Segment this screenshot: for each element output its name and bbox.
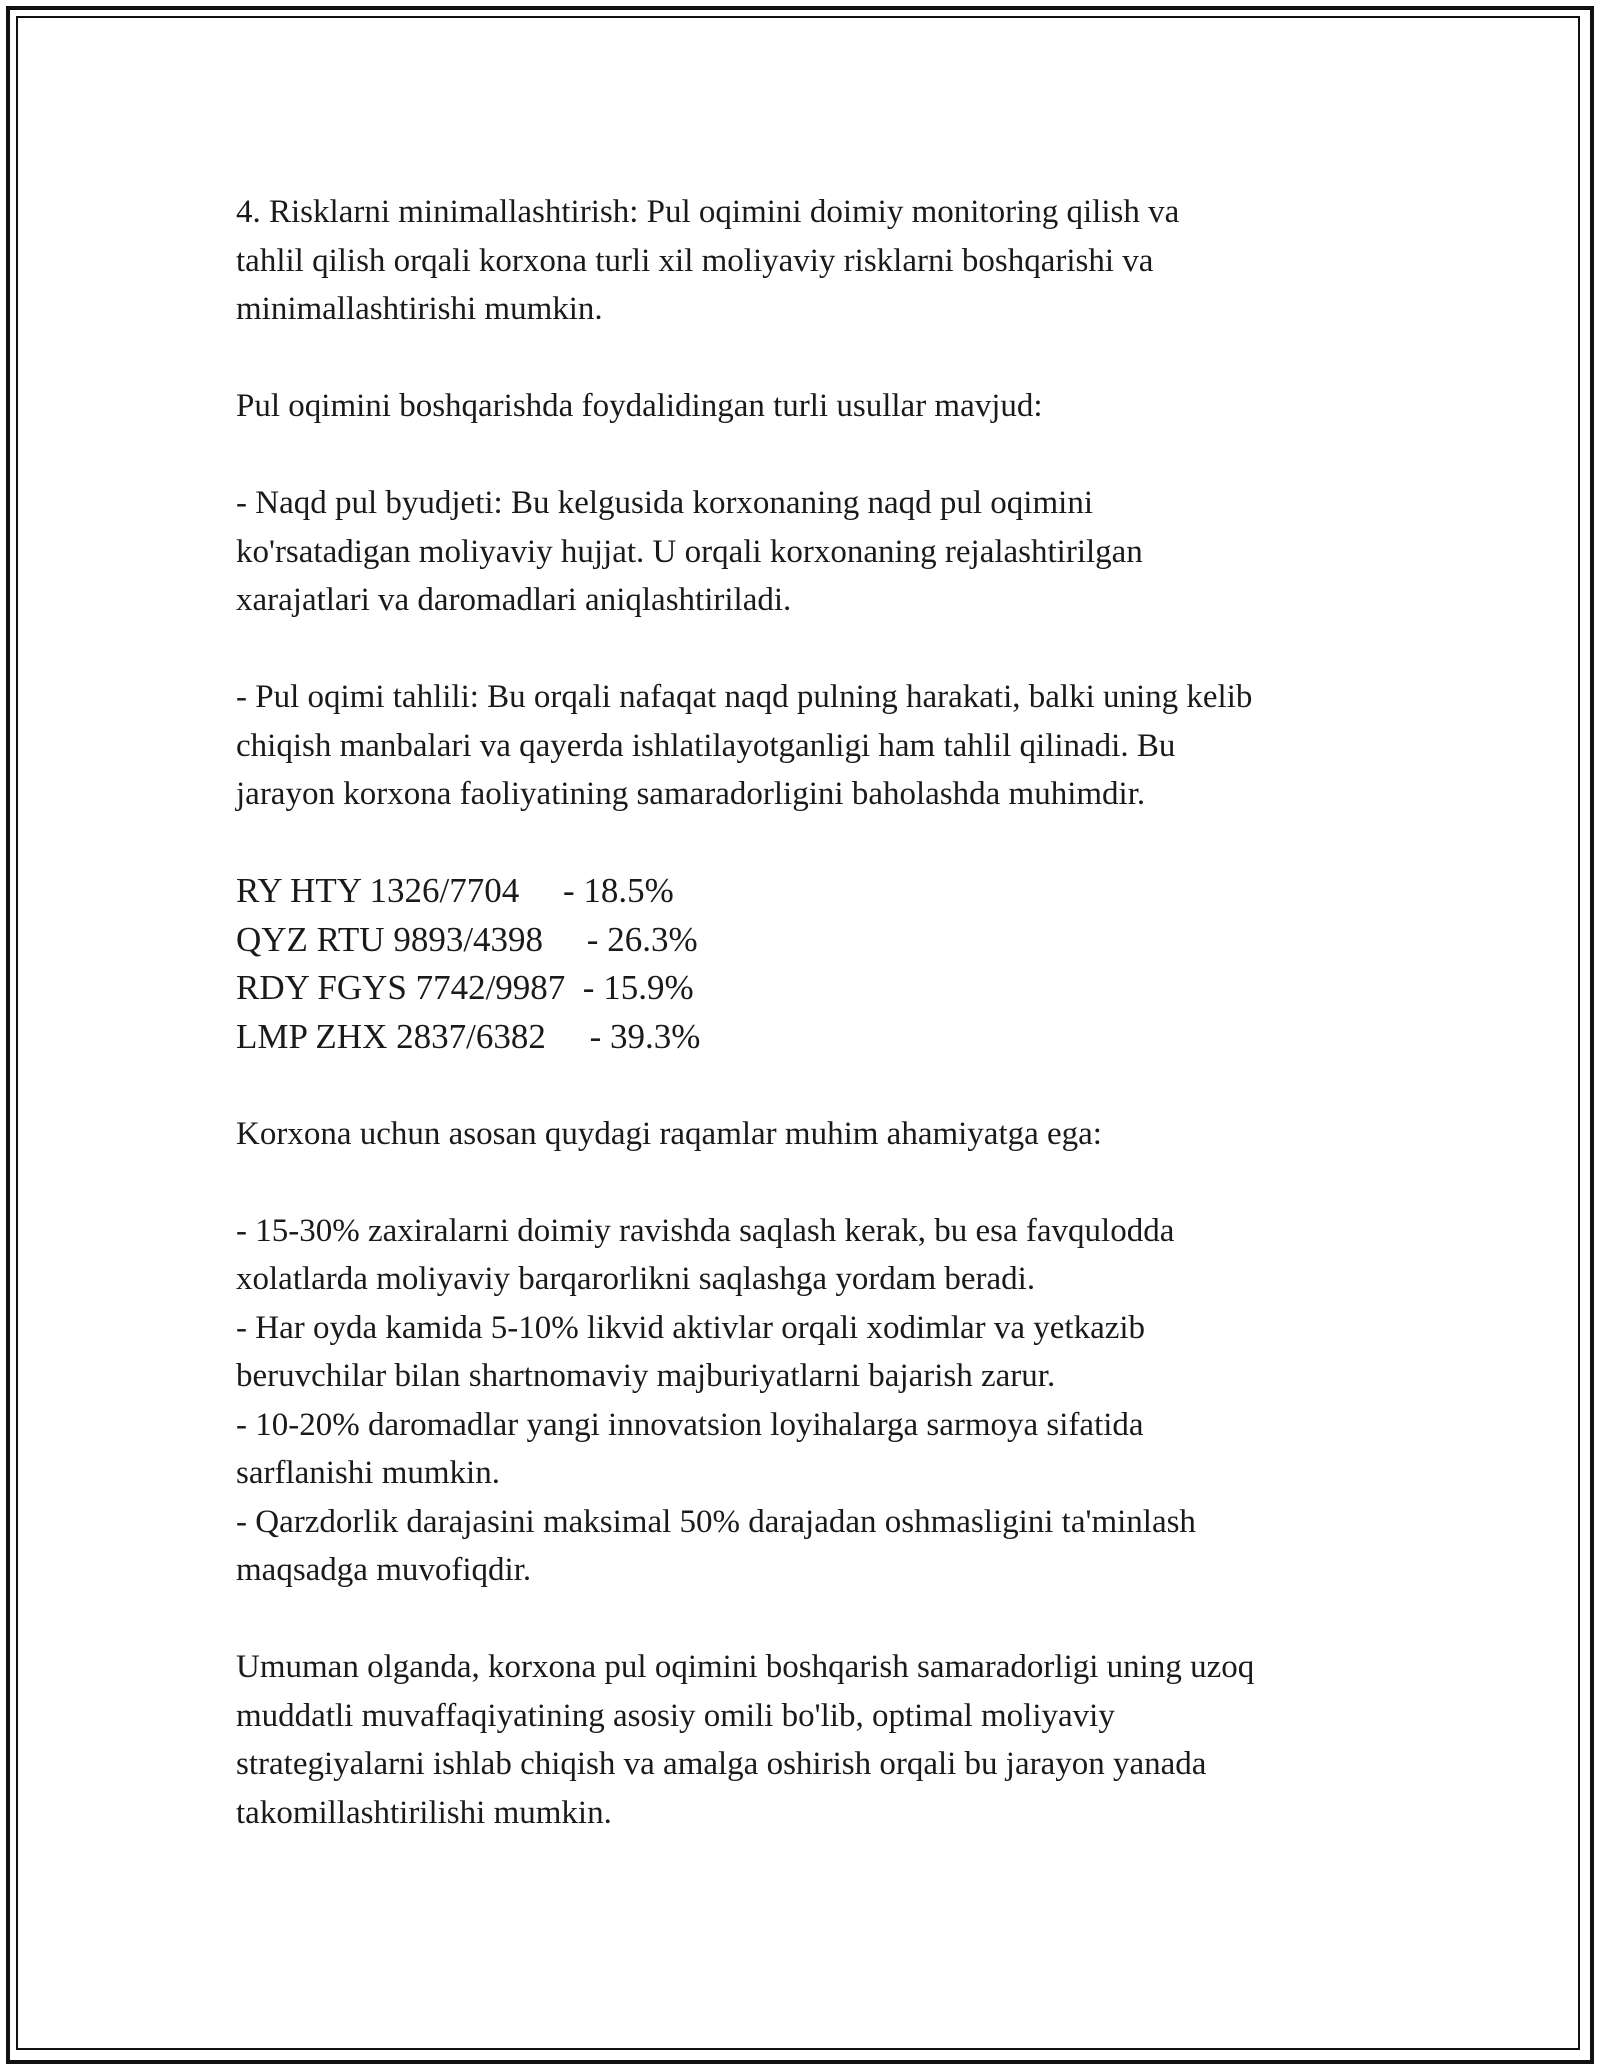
paragraph-gap [236,819,1416,868]
text-line: chiqish manbalari va qayerda ishlatilayotganligi ham tahlil qilinadi. Bu [236,727,1176,764]
text-line: Umuman olganda, korxona pul oqimini boshqarish samaradorligi uning uzoq [236,1649,1255,1685]
text-line: Pul oqimini boshqarishda foydalidingan turli usullar mavjud: [236,388,1043,424]
text-line: Korxona uchun asosan quydagi raqamlar muhim ahamiyatga ega: [236,1115,1102,1152]
paragraph-conclusion [236,1643,1416,1837]
text-line: tahlil qilish orqali korxona turli xil moliyaviy risklarni boshqarishi va [236,242,1154,279]
text-line: 4. Risklarni minimallashtirish: Pul oqimini doimiy monitoring qilish va [236,194,1180,230]
text-line: takomillashtirilishi mumkin. [236,1794,612,1831]
text-line: ko'rsatadigan moliyaviy hujjat. U orqali korxonaning rejalashtirilgan [236,533,1143,570]
code-row: QYZ RTU 9893/4398 - 26.3% [236,919,698,959]
text-line: strategiyalarni ishlab chiqish va amalga oshirish orqali bu jarayon yanada [236,1746,1207,1782]
paragraph-gap [236,1595,1416,1644]
paragraph-methods-intro [236,382,1416,431]
text-line: muddatli muvaffaqiyatining asosiy omili bo'lib, optimal moliyaviy [236,1697,1115,1734]
text-line: xarajatlari va daromadlari aniqlashtiriladi. [236,582,792,618]
text-line: - Pul oqimi tahlili: Bu orqali nafaqat naqd pulning harakati, balki uning kelib [236,679,1253,715]
text-line: - 10-20% daromadlar yangi innovatsion loyihalarga sarmoya sifatida [236,1406,1144,1443]
paragraph-key-figures [236,1207,1416,1595]
paragraph-risk-minimization [236,188,1416,334]
text-line: maqsadga muvofiqdir. [236,1552,532,1588]
text-line: beruvchilar bilan shartnomaviy majburiyatlarni bajarish zarur. [236,1358,1056,1394]
paragraph-gap [236,334,1416,383]
paragraph-gap [236,625,1416,674]
text-line: sarflanishi mumkin. [236,1455,500,1491]
paragraph-cash-flow-analysis [236,673,1416,819]
paragraph-figures-intro [236,1110,1416,1159]
text-line: xolatlarda moliyaviy barqarorlikni saqlashga yordam beradi. [236,1261,1036,1297]
text-line: minimallashtirishi mumkin. [236,291,603,327]
document-body [236,188,1416,1837]
code-row: RDY FGYS 7742/9987 - 15.9% [236,968,694,1007]
paragraph-gap [236,431,1416,480]
paragraph-cash-budget [236,479,1416,625]
text-line: jarayon korxona faoliyatining samaradorligini baholashda muhimdir. [236,776,1146,812]
paragraph-gap [236,1061,1416,1110]
paragraph-gap [236,1158,1416,1207]
text-line: - Naqd pul byudjeti: Bu kelgusida korxonaning naqd pul oqimini [236,485,1093,521]
code-row: LMP ZHX 2837/6382 - 39.3% [236,1016,701,1056]
code-percentage-list [236,867,1416,1061]
text-line: - Har oyda kamida 5-10% likvid aktivlar orqali xodimlar va yetkazib [236,1309,1146,1346]
text-line: - Qarzdorlik darajasini maksimal 50% darajadan oshmasligini ta'minlash [236,1503,1196,1540]
code-row: RY HTY 1326/7704 - 18.5% [236,871,674,910]
text-line: - 15-30% zaxiralarni doimiy ravishda saqlash kerak, bu esa favqulodda [236,1212,1175,1249]
